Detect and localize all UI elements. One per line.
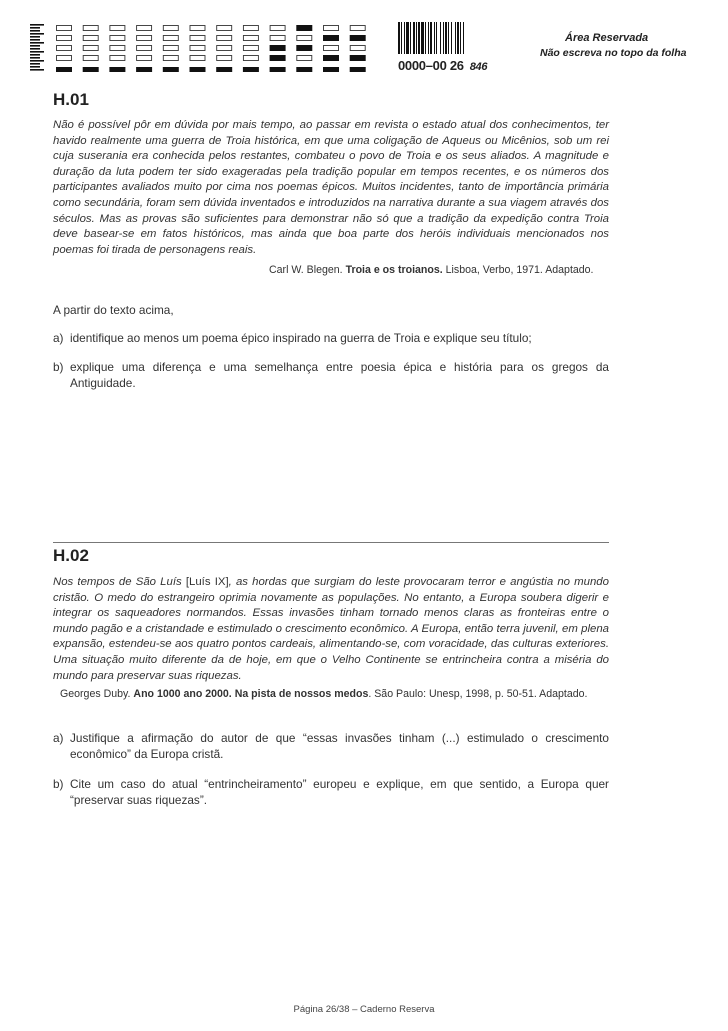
reserved-area-title: Área Reservada	[565, 32, 649, 44]
citation-author: Georges Duby.	[60, 688, 131, 700]
citation-source: Lisboa, Verbo, 1971. Adaptado.	[445, 264, 594, 276]
item-text: Cite um caso do atual “entrincheiramento” europeu e explique, em que sentido, a Europa quer “preservar suas riquezas”.	[70, 777, 609, 807]
barcode-number-value: 0000–00 26	[398, 58, 464, 73]
passage-text: , as hordas que surgiam do leste provocaram terror e angústia no mundo cristão. O medo do estrangeiro oprimia novamente as populações. No entanto, a Europa soubera digerir e integrar os saqueadores normandos. Essas invasões tinham tornado menos claras as fronteiras entre o mundo pagão e a cristandade e estimulado o crescimento econômico. A Europa, então terra juvenil, em plena expansão, estendeu-se aos quatro pontos cardeais, alimentando-se, com voracidade, das culturas exteriores. Uma situação muito diferente da de hoje, em que o Velho Continente se entrincheira contra a miséria do mundo para preservar suas riquezas.	[53, 576, 609, 682]
item-letter: b)	[53, 777, 64, 791]
item-text: explique uma diferença e uma semelhança entre poesia épica e história para os gregos da Antiguidade.	[70, 360, 609, 390]
barcode	[398, 22, 500, 54]
section-divider	[53, 542, 609, 543]
passage-text: Nos tempos de São Luís	[53, 576, 182, 588]
reserved-area-note: Não escreva no topo da folha	[540, 47, 687, 59]
question-h01-intro: A partir do texto acima,	[53, 303, 174, 317]
answer-mark-grid	[30, 24, 372, 74]
question-h02-item-b	[53, 776, 609, 808]
question-h02-item-a	[53, 730, 609, 762]
item-text: identifique ao menos um poema épico inspirado na guerra de Troia e explique seu título;	[70, 331, 532, 345]
citation-source: . São Paulo: Unesp, 1998, p. 50-51. Adaptado.	[368, 688, 588, 700]
question-number-h01: H.01	[53, 90, 89, 109]
passage-bracket-note: [Luís IX]	[185, 576, 229, 588]
question-h01-citation	[269, 264, 594, 276]
question-number-h02: H.02	[53, 546, 89, 565]
barcode-number	[398, 58, 487, 73]
question-h01-item-a	[53, 330, 609, 346]
item-letter: b)	[53, 360, 64, 374]
item-letter: a)	[53, 331, 64, 345]
item-text: Justifique a afirmação do autor de que “essas invasões tinham (...) estimulado o crescimento econômico” da Europa cristã.	[70, 731, 609, 761]
question-h02-citation	[60, 688, 587, 700]
item-letter: a)	[53, 731, 64, 745]
citation-title: Ano 1000 ano 2000. Na pista de nossos medos	[133, 688, 369, 700]
question-h01-item-b	[53, 359, 609, 391]
barcode-code: 846	[469, 61, 488, 73]
citation-author: Carl W. Blegen.	[269, 264, 343, 276]
page-footer: Página 26/38 – Caderno Reserva	[293, 1004, 435, 1015]
question-h01-passage: Não é possível pôr em dúvida por mais tempo, ao passar em revista o estado atual dos conhecimentos, ter havido realmente uma guerra de Troia histórica, em que uma coligação de Aqueus ou Micênios, sob um rei cuja suserania era conhecida pelos restantes, combateu o povo de Troia e os seus aliados. A magnitude e duração da luta podem ter sido exageradas pela tradição popular em tempos recentes, e os números dos participantes avaliados muito por cima nos poemas épicos. Muitos incidentes, tanto de importância primária como secundária, foram sem dúvida inventados e introduzidos na narrativa durante a sua viagem através dos séculos. Mas as provas são suficientes para demonstrar não só que a tradição da expedição contra Troia deve basear-se em fatos históricos, mas ainda que boa parte dos heróis individuais mencionados nos poemas foi tirada de personagens reais.	[53, 119, 609, 256]
question-h02-passage	[53, 575, 609, 684]
citation-title: Troia e os troianos.	[345, 264, 443, 276]
